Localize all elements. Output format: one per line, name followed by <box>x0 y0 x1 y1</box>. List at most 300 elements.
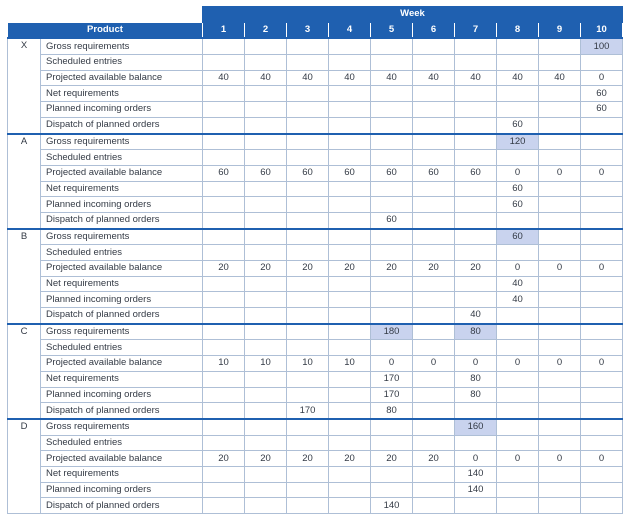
table-row <box>8 292 623 308</box>
week-cell <box>413 498 455 514</box>
week-cell <box>203 308 245 324</box>
week-cell <box>413 181 455 197</box>
week-cell <box>245 276 287 292</box>
week-cell <box>497 150 539 166</box>
week-cell: 60 <box>245 165 287 181</box>
table-row <box>8 324 623 340</box>
week-cell <box>371 150 413 166</box>
week-cell <box>581 117 623 133</box>
week-cell <box>287 435 329 451</box>
week-cell <box>497 371 539 387</box>
header-week-row <box>8 7 623 23</box>
week-cell: 140 <box>455 466 497 482</box>
week-cell: 60 <box>413 165 455 181</box>
week-cell <box>287 308 329 324</box>
table-row <box>8 117 623 133</box>
week-cell <box>413 212 455 228</box>
week-cell <box>203 38 245 54</box>
table-row <box>8 70 623 86</box>
week-cell <box>245 197 287 213</box>
week-cell <box>539 292 581 308</box>
week-cell <box>413 38 455 54</box>
week-number: 1 <box>203 22 245 38</box>
week-cell <box>203 134 245 150</box>
week-cell <box>413 387 455 403</box>
week-cell <box>413 229 455 245</box>
table-row <box>8 387 623 403</box>
week-cell <box>203 419 245 435</box>
week-cell: 0 <box>539 261 581 277</box>
week-cell <box>581 387 623 403</box>
week-cell <box>497 55 539 71</box>
week-cell <box>329 324 371 340</box>
week-cell: 60 <box>581 86 623 102</box>
week-cell <box>581 276 623 292</box>
week-cell <box>539 403 581 419</box>
week-cell <box>413 197 455 213</box>
week-cell <box>413 419 455 435</box>
week-cell <box>245 466 287 482</box>
week-cell <box>455 340 497 356</box>
week-cell: 20 <box>413 261 455 277</box>
week-cell <box>203 197 245 213</box>
week-cell <box>245 55 287 71</box>
week-cell: 60 <box>371 165 413 181</box>
row-label: Dispatch of planned orders <box>41 403 203 419</box>
week-cell <box>329 292 371 308</box>
week-cell <box>581 245 623 261</box>
week-cell <box>287 212 329 228</box>
week-cell <box>455 276 497 292</box>
week-cell <box>287 86 329 102</box>
week-cell <box>329 212 371 228</box>
week-cell <box>539 38 581 54</box>
week-cell <box>539 498 581 514</box>
week-cell <box>329 55 371 71</box>
week-cell <box>329 102 371 118</box>
week-cell <box>203 117 245 133</box>
week-cell: 20 <box>245 451 287 467</box>
week-cell <box>329 466 371 482</box>
week-cell <box>497 419 539 435</box>
week-cell: 0 <box>581 451 623 467</box>
row-label: Net requirements <box>41 86 203 102</box>
week-cell <box>413 371 455 387</box>
week-cell <box>455 197 497 213</box>
week-cell <box>413 340 455 356</box>
week-cell <box>203 86 245 102</box>
week-cell <box>287 102 329 118</box>
week-cell <box>371 292 413 308</box>
week-number: 2 <box>245 22 287 38</box>
table-row <box>8 261 623 277</box>
week-cell <box>581 308 623 324</box>
week-cell: 0 <box>455 451 497 467</box>
week-cell: 60 <box>497 197 539 213</box>
week-cell <box>371 86 413 102</box>
week-cell: 40 <box>329 70 371 86</box>
week-cell <box>203 466 245 482</box>
week-cell <box>455 498 497 514</box>
week-cell <box>371 245 413 261</box>
week-cell <box>287 419 329 435</box>
week-cell <box>413 482 455 498</box>
week-cell <box>581 150 623 166</box>
week-cell <box>497 212 539 228</box>
table-row <box>8 245 623 261</box>
week-cell <box>581 324 623 340</box>
table-row <box>8 403 623 419</box>
row-label: Scheduled entries <box>41 245 203 261</box>
week-cell: 60 <box>203 165 245 181</box>
week-cell <box>497 245 539 261</box>
week-cell <box>497 38 539 54</box>
week-cell <box>497 102 539 118</box>
week-cell <box>497 308 539 324</box>
week-cell <box>539 482 581 498</box>
week-cell <box>287 498 329 514</box>
product-name: X <box>8 38 41 133</box>
week-cell: 20 <box>245 261 287 277</box>
week-header: Week <box>203 7 623 23</box>
row-label: Projected available balance <box>41 70 203 86</box>
week-cell <box>413 102 455 118</box>
week-cell <box>581 55 623 71</box>
week-cell <box>203 150 245 166</box>
week-cell: 40 <box>455 70 497 86</box>
week-cell: 80 <box>455 324 497 340</box>
table-row <box>8 86 623 102</box>
week-cell <box>455 86 497 102</box>
week-cell <box>245 181 287 197</box>
row-label: Scheduled entries <box>41 55 203 71</box>
week-cell: 170 <box>287 403 329 419</box>
week-cell <box>287 150 329 166</box>
week-cell <box>329 419 371 435</box>
week-cell <box>245 403 287 419</box>
week-cell <box>371 181 413 197</box>
table-row <box>8 55 623 71</box>
week-cell: 40 <box>287 70 329 86</box>
week-cell <box>371 38 413 54</box>
row-label: Net requirements <box>41 181 203 197</box>
week-cell <box>539 419 581 435</box>
week-cell <box>245 324 287 340</box>
row-label: Dispatch of planned orders <box>41 498 203 514</box>
week-cell <box>413 150 455 166</box>
week-cell: 20 <box>371 451 413 467</box>
week-cell: 0 <box>497 165 539 181</box>
week-cell <box>539 229 581 245</box>
week-cell <box>203 482 245 498</box>
week-cell: 180 <box>371 324 413 340</box>
table-row <box>8 212 623 228</box>
week-cell <box>245 340 287 356</box>
week-cell <box>371 229 413 245</box>
week-cell <box>203 212 245 228</box>
week-cell <box>245 134 287 150</box>
week-cell <box>245 245 287 261</box>
week-cell <box>287 387 329 403</box>
row-label: Projected available balance <box>41 165 203 181</box>
week-cell: 170 <box>371 387 413 403</box>
week-cell <box>329 229 371 245</box>
table-row <box>8 165 623 181</box>
week-cell: 60 <box>497 117 539 133</box>
table-row <box>8 482 623 498</box>
week-cell <box>413 276 455 292</box>
week-cell: 160 <box>455 419 497 435</box>
week-cell <box>581 229 623 245</box>
week-cell: 0 <box>413 356 455 372</box>
week-cell: 10 <box>203 356 245 372</box>
week-cell <box>287 466 329 482</box>
row-label: Scheduled entries <box>41 340 203 356</box>
table-row <box>8 197 623 213</box>
week-cell: 20 <box>329 261 371 277</box>
week-cell <box>329 117 371 133</box>
header-corner <box>8 7 203 23</box>
table-row <box>8 435 623 451</box>
week-cell <box>329 150 371 166</box>
week-cell <box>329 435 371 451</box>
week-cell: 40 <box>497 70 539 86</box>
week-cell <box>455 181 497 197</box>
week-cell <box>413 435 455 451</box>
week-cell <box>371 419 413 435</box>
week-cell <box>413 86 455 102</box>
table-row <box>8 340 623 356</box>
week-cell <box>539 371 581 387</box>
week-cell <box>287 371 329 387</box>
week-cell: 20 <box>329 451 371 467</box>
row-label: Dispatch of planned orders <box>41 117 203 133</box>
week-cell <box>497 403 539 419</box>
row-label: Projected available balance <box>41 451 203 467</box>
product-name: B <box>8 229 41 324</box>
week-cell <box>581 292 623 308</box>
week-cell <box>287 324 329 340</box>
week-cell <box>245 371 287 387</box>
week-cell <box>287 245 329 261</box>
week-cell <box>497 324 539 340</box>
week-number: 3 <box>287 22 329 38</box>
week-cell <box>287 38 329 54</box>
table-header <box>8 7 623 39</box>
week-cell <box>203 292 245 308</box>
week-cell <box>539 212 581 228</box>
week-cell <box>329 134 371 150</box>
week-cell <box>539 435 581 451</box>
week-cell <box>455 102 497 118</box>
week-cell <box>287 197 329 213</box>
row-label: Projected available balance <box>41 356 203 372</box>
week-cell <box>455 229 497 245</box>
table-row <box>8 356 623 372</box>
week-cell <box>581 435 623 451</box>
week-cell <box>287 55 329 71</box>
week-cell <box>329 387 371 403</box>
week-cell <box>455 134 497 150</box>
week-cell: 0 <box>539 356 581 372</box>
week-cell <box>371 482 413 498</box>
week-cell <box>287 181 329 197</box>
row-label: Dispatch of planned orders <box>41 212 203 228</box>
week-cell <box>539 276 581 292</box>
row-label: Gross requirements <box>41 324 203 340</box>
week-cell <box>329 371 371 387</box>
week-cell <box>413 466 455 482</box>
week-cell <box>539 245 581 261</box>
week-cell <box>413 292 455 308</box>
week-cell <box>203 371 245 387</box>
table-body <box>8 38 623 513</box>
week-cell <box>371 308 413 324</box>
week-cell <box>539 55 581 71</box>
week-cell <box>245 212 287 228</box>
week-cell <box>539 150 581 166</box>
week-cell: 20 <box>287 261 329 277</box>
week-cell <box>245 419 287 435</box>
week-cell <box>455 403 497 419</box>
week-cell <box>329 340 371 356</box>
week-cell <box>245 435 287 451</box>
table-row <box>8 276 623 292</box>
week-cell <box>581 482 623 498</box>
row-label: Net requirements <box>41 466 203 482</box>
week-cell <box>413 403 455 419</box>
mrp-table <box>7 6 623 514</box>
week-cell <box>497 466 539 482</box>
week-cell <box>371 276 413 292</box>
week-cell <box>245 387 287 403</box>
week-cell <box>329 197 371 213</box>
week-cell <box>245 482 287 498</box>
week-cell: 40 <box>455 308 497 324</box>
week-cell <box>581 340 623 356</box>
week-cell <box>371 117 413 133</box>
week-cell <box>329 38 371 54</box>
product-name: D <box>8 419 41 514</box>
week-cell <box>539 117 581 133</box>
week-cell: 0 <box>539 165 581 181</box>
week-cell <box>413 117 455 133</box>
week-cell <box>371 340 413 356</box>
week-cell <box>287 117 329 133</box>
table-row <box>8 38 623 54</box>
week-cell <box>203 55 245 71</box>
row-label: Gross requirements <box>41 229 203 245</box>
table-row <box>8 308 623 324</box>
week-cell: 40 <box>203 70 245 86</box>
week-cell <box>203 403 245 419</box>
week-cell: 0 <box>539 451 581 467</box>
week-cell <box>497 482 539 498</box>
week-cell: 40 <box>497 276 539 292</box>
week-cell <box>371 102 413 118</box>
week-cell: 10 <box>329 356 371 372</box>
week-cell <box>539 340 581 356</box>
week-cell <box>455 435 497 451</box>
week-cell <box>455 245 497 261</box>
week-cell <box>581 212 623 228</box>
table-row <box>8 150 623 166</box>
week-cell: 10 <box>245 356 287 372</box>
week-cell: 0 <box>497 356 539 372</box>
product-header: Product <box>8 22 203 38</box>
week-cell <box>371 197 413 213</box>
week-cell <box>539 86 581 102</box>
week-cell <box>329 403 371 419</box>
week-cell <box>581 134 623 150</box>
row-label: Planned incoming orders <box>41 292 203 308</box>
week-cell <box>371 134 413 150</box>
week-cell <box>539 324 581 340</box>
week-cell <box>497 498 539 514</box>
week-cell <box>413 324 455 340</box>
week-cell <box>203 245 245 261</box>
week-cell <box>455 117 497 133</box>
week-cell <box>245 229 287 245</box>
week-number: 7 <box>455 22 497 38</box>
week-cell <box>203 387 245 403</box>
week-cell <box>287 292 329 308</box>
table-row <box>8 419 623 435</box>
week-cell: 100 <box>581 38 623 54</box>
week-cell <box>203 276 245 292</box>
week-number: 10 <box>581 22 623 38</box>
row-label: Gross requirements <box>41 419 203 435</box>
week-cell <box>287 276 329 292</box>
week-cell <box>329 498 371 514</box>
row-label: Dispatch of planned orders <box>41 308 203 324</box>
week-cell: 0 <box>371 356 413 372</box>
table-row <box>8 229 623 245</box>
table-row <box>8 466 623 482</box>
row-label: Planned incoming orders <box>41 197 203 213</box>
row-label: Planned incoming orders <box>41 482 203 498</box>
week-cell: 20 <box>203 261 245 277</box>
week-cell: 60 <box>497 181 539 197</box>
week-cell <box>497 387 539 403</box>
week-cell: 40 <box>497 292 539 308</box>
week-cell <box>581 371 623 387</box>
week-number: 9 <box>539 22 581 38</box>
week-cell <box>203 229 245 245</box>
week-cell <box>329 181 371 197</box>
week-cell <box>539 197 581 213</box>
week-number: 6 <box>413 22 455 38</box>
week-cell <box>245 38 287 54</box>
week-cell: 80 <box>455 387 497 403</box>
week-cell <box>203 435 245 451</box>
table-row <box>8 498 623 514</box>
week-cell: 0 <box>581 165 623 181</box>
week-cell <box>245 86 287 102</box>
week-cell <box>413 245 455 261</box>
week-cell <box>245 150 287 166</box>
week-cell: 60 <box>329 165 371 181</box>
week-cell <box>581 466 623 482</box>
week-cell <box>581 403 623 419</box>
week-cell <box>581 498 623 514</box>
week-cell <box>287 340 329 356</box>
week-cell <box>413 55 455 71</box>
row-label: Planned incoming orders <box>41 102 203 118</box>
week-cell <box>329 245 371 261</box>
week-cell <box>371 435 413 451</box>
row-label: Scheduled entries <box>41 435 203 451</box>
